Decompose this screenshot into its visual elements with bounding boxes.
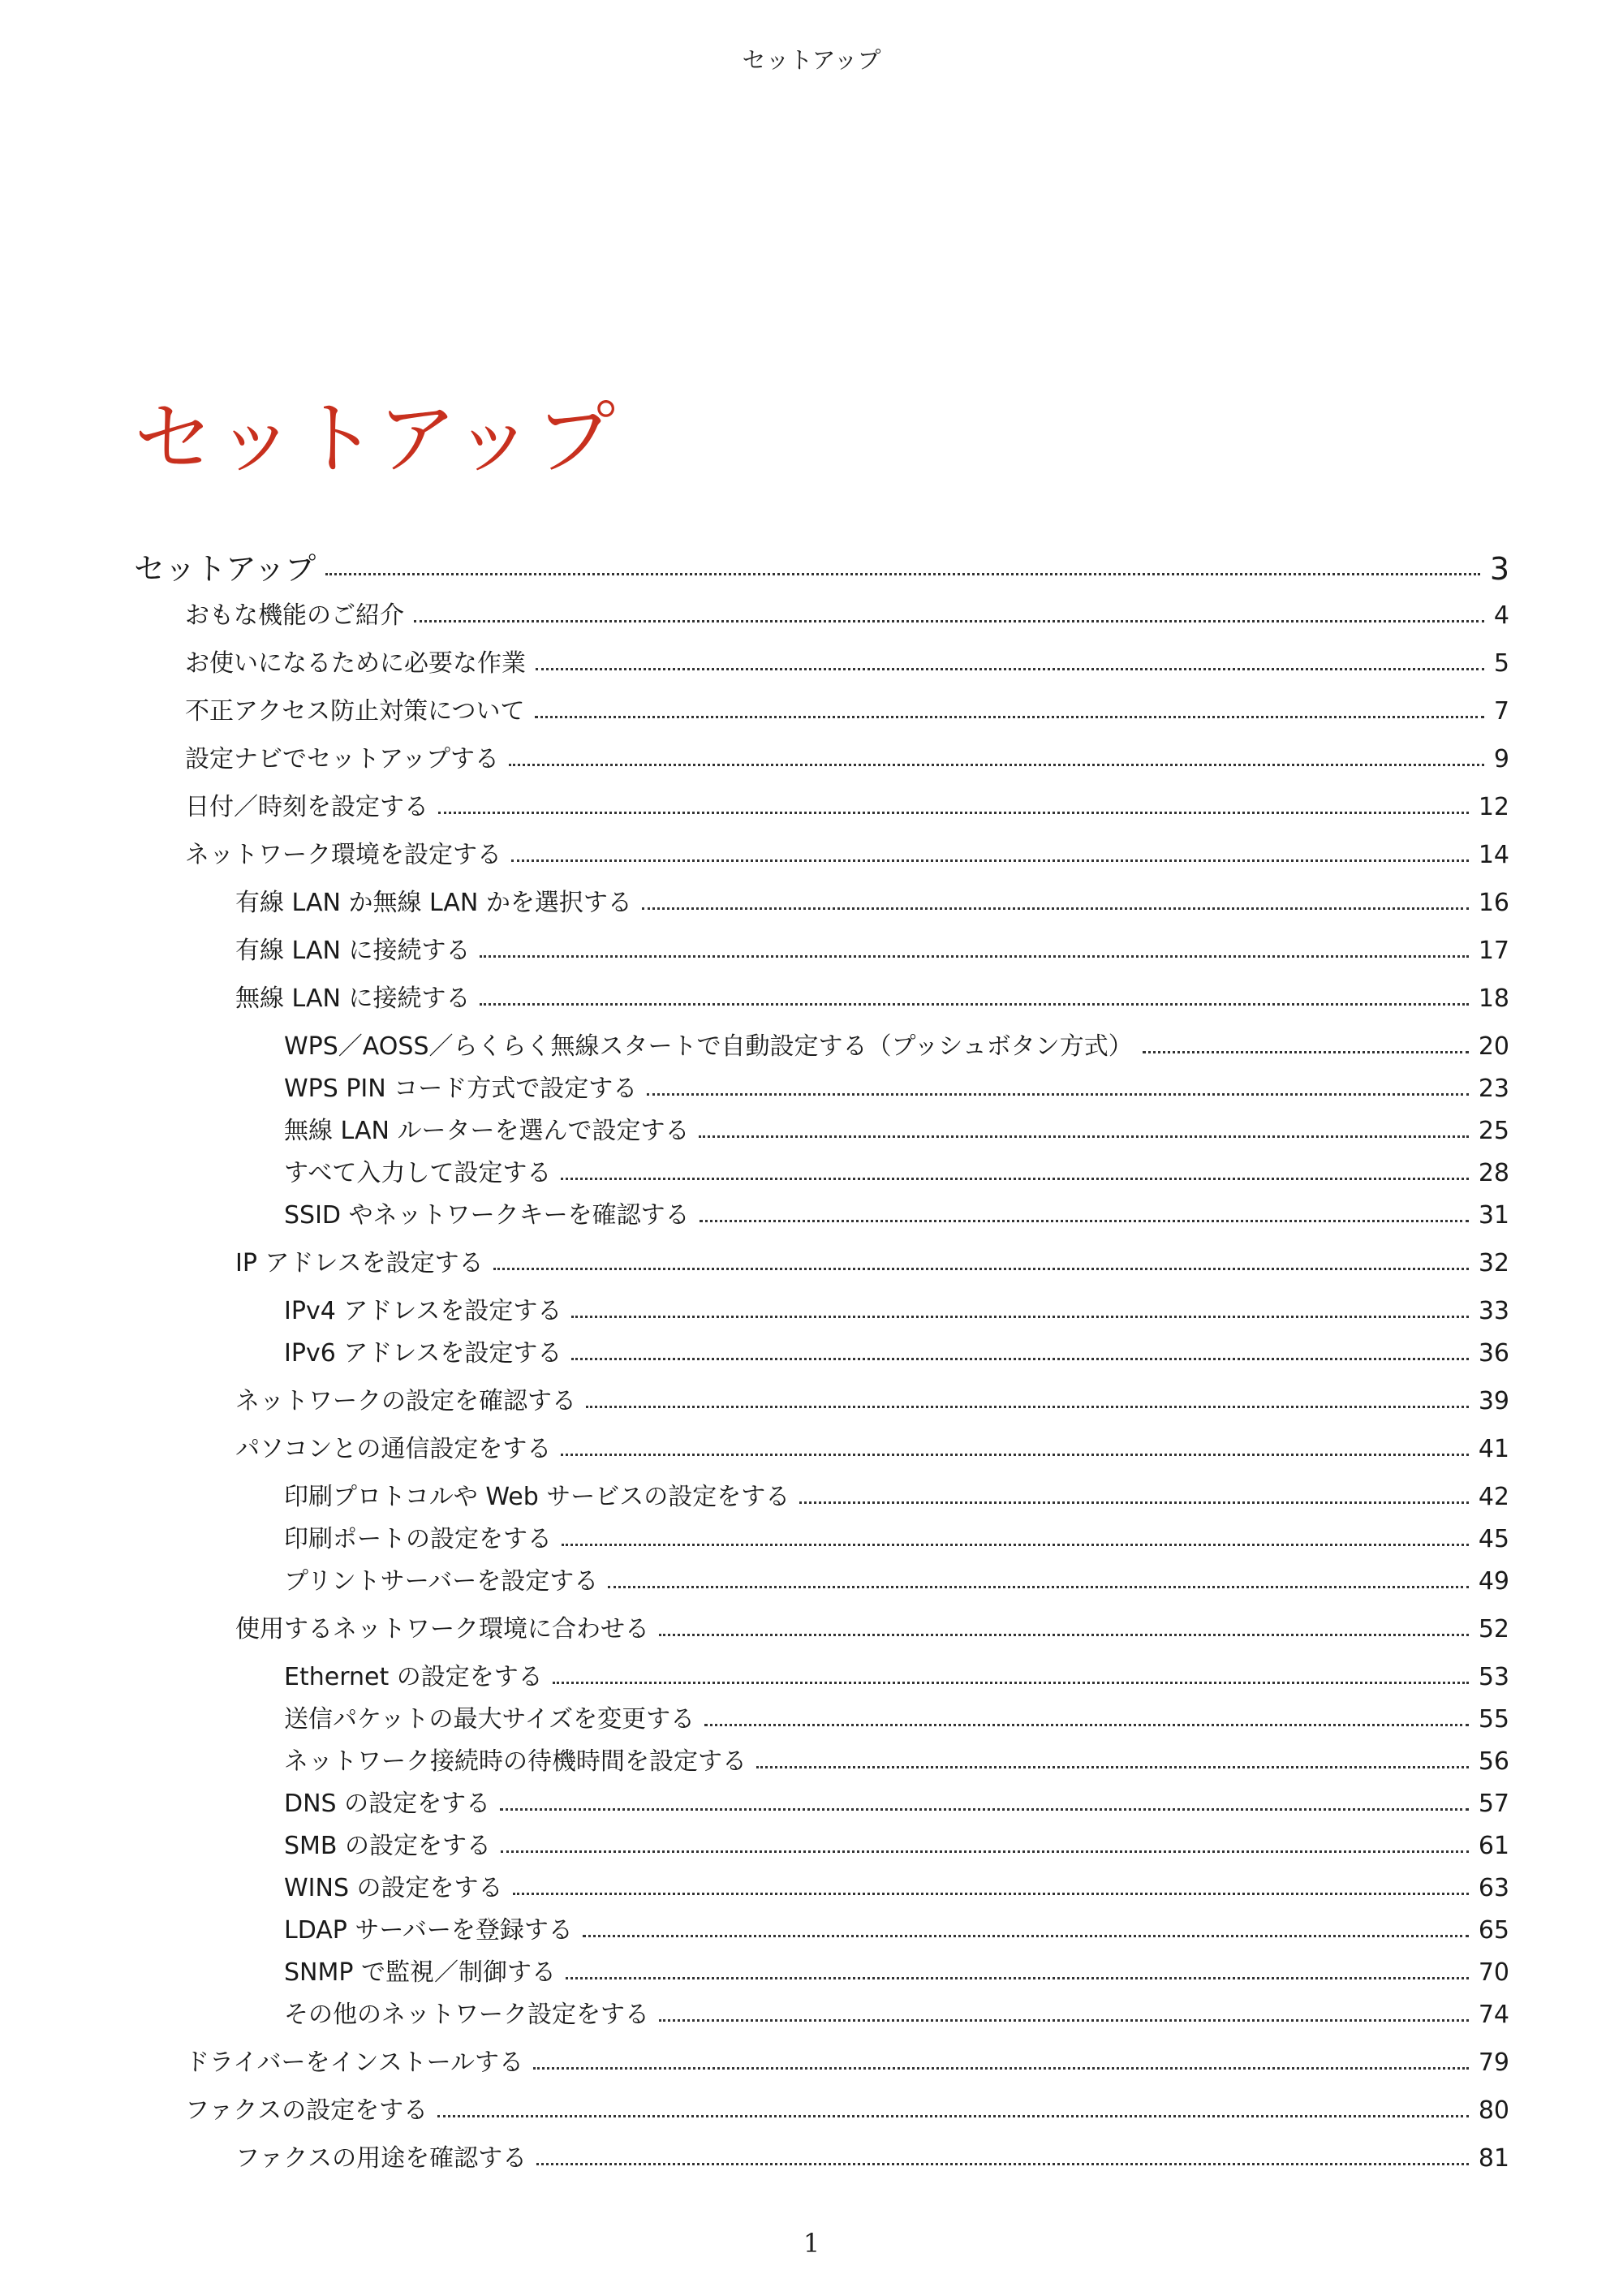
- toc-entry-label: WPS PIN コード方式で設定する: [284, 1075, 638, 1103]
- toc-entry-page-number: 32: [1478, 1249, 1509, 1277]
- toc-dot-leader: [414, 620, 1484, 622]
- toc-entry-page-number: 80: [1478, 2096, 1509, 2125]
- toc-dot-leader: [700, 1220, 1469, 1222]
- toc-entry-page-number: 53: [1478, 1663, 1509, 1691]
- toc-entry-label: IP アドレスを設定する: [235, 1249, 484, 1277]
- toc-entry-page-number: 17: [1478, 937, 1509, 965]
- toc-entry-page-number: 63: [1478, 1874, 1509, 1902]
- toc-dot-leader: [480, 955, 1468, 958]
- toc-dot-leader: [571, 1316, 1468, 1318]
- toc-entry-label: 不正アクセス防止対策について: [185, 697, 525, 726]
- toc-entry-page-number: 7: [1493, 697, 1509, 726]
- toc-entry-page-number: 14: [1478, 841, 1509, 869]
- toc-entry-page-number: 65: [1478, 1916, 1509, 1945]
- toc-entry-page-number: 55: [1478, 1705, 1509, 1734]
- toc-entry[interactable]: [0, 930, 1623, 966]
- toc-entry-label: 印刷プロトコルや Web サービスの設定をする: [284, 1483, 790, 1511]
- toc-entry-label: 有線 LAN か無線 LAN かを選択する: [235, 889, 632, 917]
- toc-dot-leader: [561, 1178, 1468, 1180]
- toc-entry-page-number: 42: [1478, 1483, 1509, 1511]
- toc-dot-leader: [561, 1454, 1468, 1456]
- toc-entry[interactable]: [0, 1518, 1623, 1554]
- toc-entry-page-number: 49: [1478, 1567, 1509, 1596]
- toc-entry[interactable]: [0, 1333, 1623, 1368]
- toc-dot-leader: [799, 1501, 1469, 1504]
- toc-entry[interactable]: [0, 882, 1623, 918]
- toc-dot-leader: [437, 2115, 1469, 2117]
- toc-entry-page-number: 39: [1478, 1387, 1509, 1415]
- toc-entry-label: パソコンとの通信設定をする: [235, 1435, 552, 1463]
- toc-entry-label: 無線 LAN に接続する: [235, 984, 471, 1013]
- toc-dot-leader: [501, 1850, 1469, 1853]
- toc-entry[interactable]: [0, 2138, 1623, 2173]
- toc-entry[interactable]: [0, 1656, 1623, 1692]
- toc-entry-label: ネットワークの設定を確認する: [235, 1387, 576, 1415]
- toc-dot-leader: [1143, 1051, 1469, 1053]
- toc-entry-label: 有線 LAN に接続する: [235, 937, 471, 965]
- toc-entry-label: ファクスの用途を確認する: [235, 2144, 527, 2173]
- toc-entry-page-number: 9: [1493, 745, 1509, 773]
- toc-entry-label: ファクスの設定をする: [185, 2096, 428, 2125]
- toc-entry-page-number: 81: [1478, 2144, 1509, 2173]
- toc-dot-leader: [562, 1544, 1469, 1546]
- toc-entry-label: お使いになるために必要な作業: [185, 649, 526, 678]
- toc-entry[interactable]: [0, 1952, 1623, 1988]
- toc-entry[interactable]: [0, 1867, 1623, 1903]
- toc-dot-leader: [608, 1586, 1469, 1588]
- toc-entry-page-number: 31: [1478, 1201, 1509, 1230]
- toc-entry[interactable]: [0, 1609, 1623, 1644]
- toc-entry-label: 日付／時刻を設定する: [185, 793, 428, 821]
- toc-entry[interactable]: [0, 1068, 1623, 1104]
- toc-dot-leader: [642, 907, 1469, 910]
- toc-entry-page-number: 12: [1478, 793, 1509, 821]
- toc-entry-label: SSID やネットワークキーを確認する: [284, 1201, 690, 1230]
- toc-dot-leader: [647, 1093, 1469, 1096]
- toc-entry-page-number: 56: [1478, 1747, 1509, 1776]
- toc-dot-leader: [536, 2163, 1469, 2165]
- toc-dot-leader: [493, 1268, 1469, 1270]
- toc-entry[interactable]: [0, 978, 1623, 1014]
- toc-dot-leader: [553, 1682, 1469, 1684]
- toc-dot-leader: [586, 1406, 1469, 1408]
- toc-entry[interactable]: [0, 691, 1623, 726]
- toc-dot-leader: [513, 1893, 1469, 1895]
- toc-entry[interactable]: [0, 834, 1623, 870]
- toc-dot-leader: [535, 716, 1484, 718]
- toc-entry-label: DNS の設定をする: [284, 1790, 491, 1818]
- toc-entry-label: WPS／AOSS／らくらく無線スタートで自動設定する（プッシュボタン方式）: [284, 1032, 1133, 1061]
- toc-entry-label: すべて入力して設定する: [284, 1159, 552, 1187]
- toc-dot-leader: [659, 2019, 1469, 2022]
- toc-entry[interactable]: [0, 1381, 1623, 1416]
- toc-entry-page-number: 20: [1478, 1032, 1509, 1061]
- toc-entry-page-number: 52: [1478, 1615, 1509, 1643]
- toc-entry-label: SNMP で監視／制御する: [284, 1958, 556, 1987]
- toc-entry-label: LDAP サーバーを登録する: [284, 1916, 573, 1945]
- running-header: セットアップ: [742, 46, 881, 74]
- toc-entry[interactable]: [0, 1994, 1623, 2030]
- toc-dot-leader: [536, 668, 1484, 670]
- toc-entry-label: IPv4 アドレスを設定する: [284, 1297, 562, 1325]
- toc-entry[interactable]: [0, 1243, 1623, 1278]
- toc-dot-leader: [583, 1935, 1469, 1937]
- toc-entry-label: ネットワーク接続時の待機時間を設定する: [284, 1747, 747, 1776]
- toc-dot-leader: [500, 1808, 1469, 1811]
- toc-dot-leader: [704, 1724, 1469, 1726]
- toc-entry[interactable]: [0, 1910, 1623, 1945]
- toc-dot-leader: [659, 1634, 1469, 1636]
- toc-entry[interactable]: [0, 1741, 1623, 1777]
- toc-entry[interactable]: [0, 2090, 1623, 2126]
- page-number: 1: [803, 2228, 820, 2259]
- toc-entry-page-number: 16: [1478, 889, 1509, 917]
- toc-entry-label: 無線 LAN ルーターを選んで設定する: [284, 1117, 690, 1145]
- toc-entry-label: 使用するネットワーク環境に合わせる: [235, 1615, 649, 1643]
- toc-entry-page-number: 33: [1478, 1297, 1509, 1325]
- toc-dot-leader: [480, 1003, 1468, 1006]
- toc-entry-label: 設定ナビでセットアップする: [185, 745, 499, 773]
- toc-entry-page-number: 4: [1493, 601, 1509, 630]
- toc-entry[interactable]: [0, 1290, 1623, 1326]
- toc-entry[interactable]: [0, 1195, 1623, 1230]
- toc-entry-page-number: 61: [1478, 1832, 1509, 1860]
- toc-entry-page-number: 5: [1493, 649, 1509, 678]
- toc-entry-label: 送信パケットの最大サイズを変更する: [284, 1705, 695, 1734]
- toc-dot-leader: [756, 1766, 1469, 1768]
- toc-entry[interactable]: [0, 1783, 1623, 1819]
- toc-entry-label: Ethernet の設定をする: [284, 1663, 543, 1691]
- toc-entry-label: おもな機能のご紹介: [185, 601, 404, 630]
- chapter-title: セットアップ: [134, 393, 618, 485]
- toc-dot-leader: [438, 812, 1469, 814]
- toc-entry-label: ネットワーク環境を設定する: [185, 841, 502, 869]
- toc-entry-label: IPv6 アドレスを設定する: [284, 1339, 562, 1368]
- toc-dot-leader: [509, 764, 1484, 766]
- toc-dot-leader: [533, 2067, 1469, 2070]
- toc-entry-page-number: 70: [1478, 1958, 1509, 1987]
- toc-entry[interactable]: [0, 1428, 1623, 1464]
- toc-entry-page-number: 74: [1478, 2001, 1509, 2029]
- toc-entry-page-number: 28: [1478, 1159, 1509, 1187]
- toc-entry-label: 印刷ポートの設定をする: [284, 1525, 552, 1553]
- toc-entry-page-number: 25: [1478, 1117, 1509, 1145]
- toc-entry[interactable]: [0, 1699, 1623, 1734]
- toc-entry-label: ドライバーをインストールする: [185, 2048, 523, 2077]
- toc-entry-label: セットアップ: [134, 551, 316, 587]
- toc-entry-label: WINS の設定をする: [284, 1874, 503, 1902]
- toc-entry[interactable]: [0, 1561, 1623, 1596]
- toc-entry[interactable]: [0, 643, 1623, 678]
- toc-entry-page-number: 36: [1478, 1339, 1509, 1368]
- toc-entry-page-number: 57: [1478, 1790, 1509, 1818]
- toc-dot-leader: [566, 1977, 1469, 1979]
- toc-entry-page-number: 3: [1489, 551, 1509, 587]
- toc-entry[interactable]: [0, 2042, 1623, 2078]
- toc-entry[interactable]: [0, 1825, 1623, 1861]
- toc-dot-leader: [325, 573, 1480, 575]
- toc-entry-page-number: 45: [1478, 1525, 1509, 1553]
- toc-entry-page-number: 41: [1478, 1435, 1509, 1463]
- toc-entry[interactable]: [0, 1026, 1623, 1062]
- toc-entry-label: プリントサーバーを設定する: [284, 1567, 599, 1596]
- toc-entry-page-number: 23: [1478, 1075, 1509, 1103]
- toc-entry[interactable]: [0, 1110, 1623, 1146]
- toc-entry[interactable]: [0, 739, 1623, 774]
- toc-entry[interactable]: [0, 786, 1623, 822]
- toc-entry-page-number: 79: [1478, 2048, 1509, 2077]
- toc-entry[interactable]: [0, 595, 1623, 631]
- toc-entry-page-number: 18: [1478, 984, 1509, 1013]
- toc-dot-leader: [511, 859, 1469, 862]
- toc-entry[interactable]: [0, 544, 1623, 588]
- toc-entry-label: その他のネットワーク設定をする: [284, 2001, 649, 2029]
- toc-entry-label: SMB の設定をする: [284, 1832, 492, 1860]
- toc-entry[interactable]: [0, 1476, 1623, 1512]
- toc-dot-leader: [699, 1135, 1468, 1138]
- toc-entry[interactable]: [0, 1152, 1623, 1188]
- toc-dot-leader: [571, 1358, 1468, 1360]
